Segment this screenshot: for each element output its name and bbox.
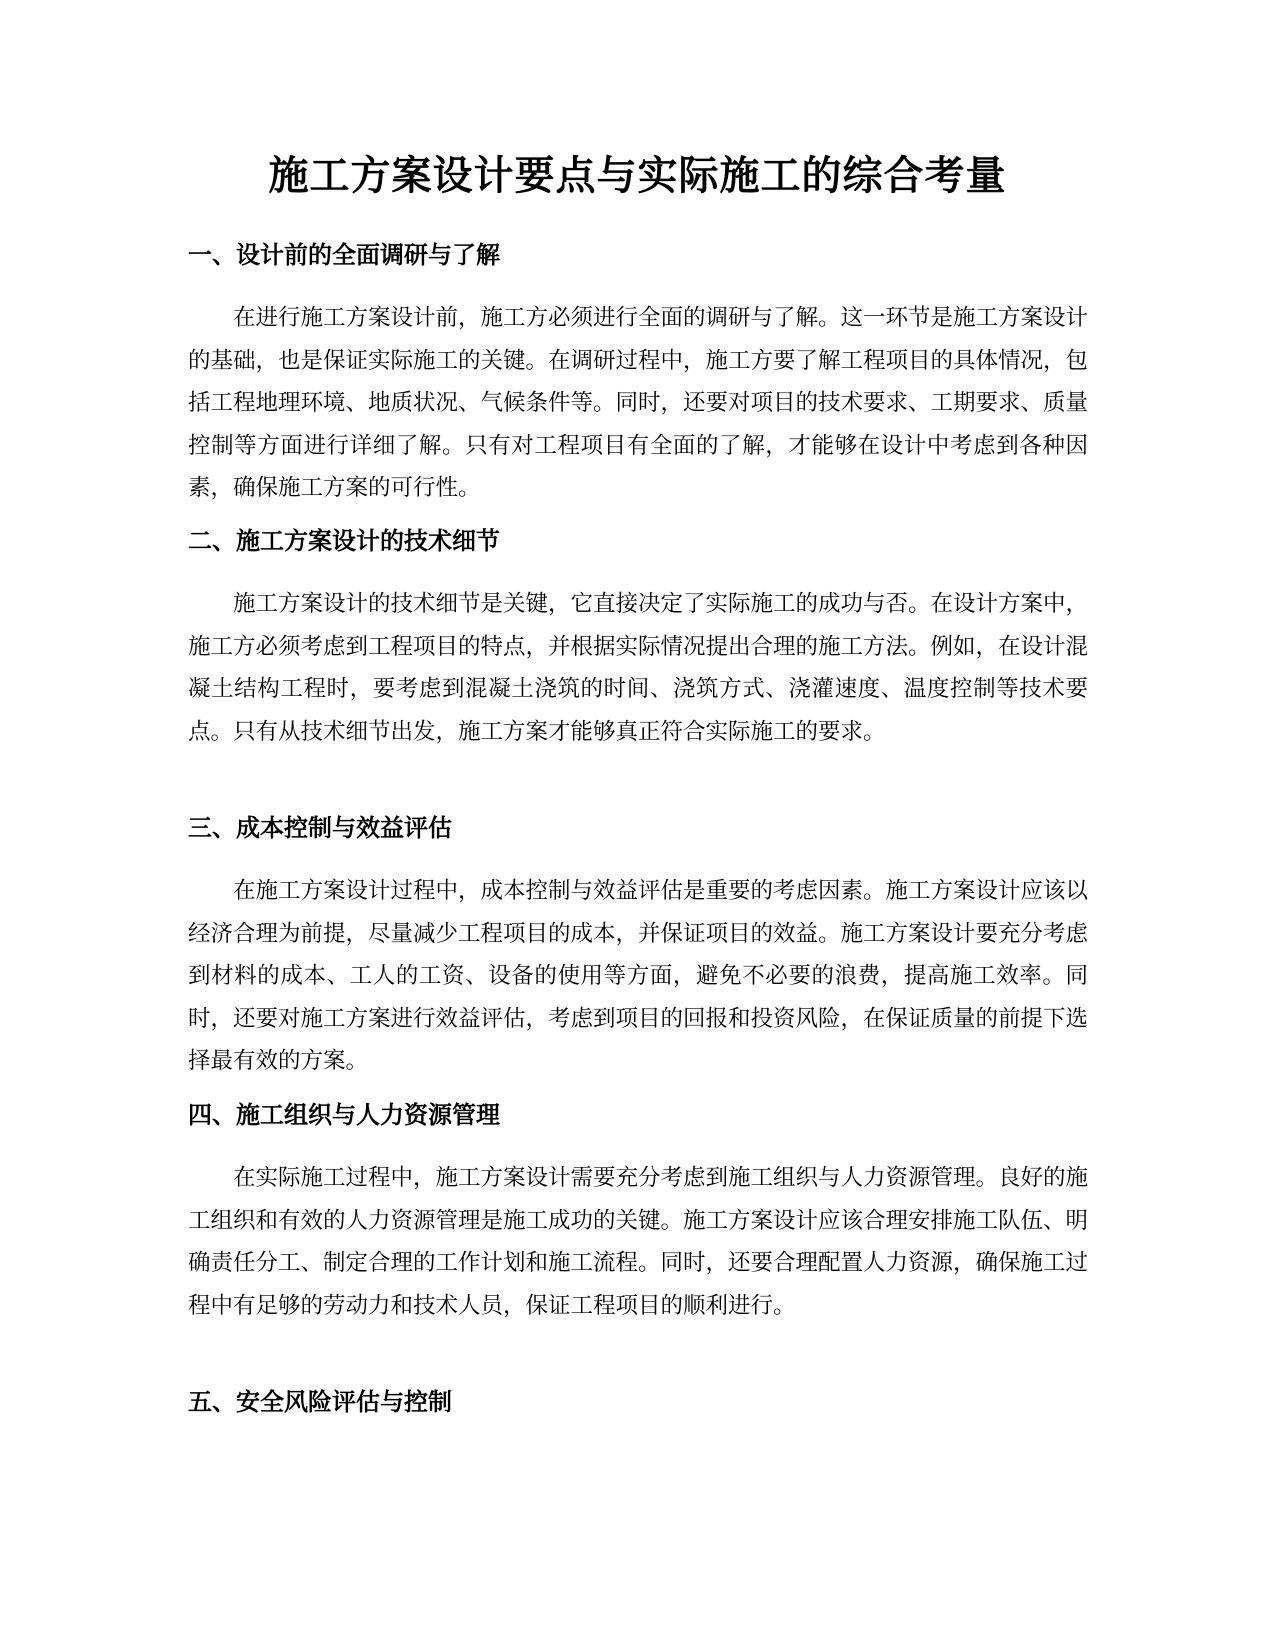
section-heading-4: 四、施工组织与人力资源管理	[188, 1101, 500, 1129]
section-heading-2: 二、施工方案设计的技术细节	[188, 527, 500, 555]
section-paragraph-3: 在施工方案设计过程中，成本控制与效益评估是重要的考虑因素。施工方案设计应该以经济合理为前提，尽量减少工程项目的成本，并保证项目的效益。施工方案设计要充分考虑到材料的成本、工人的工资、设备的使用等方面，避免不必要的浪费，提高施工效率。同时，还要对施工方案进行效益评估，考虑到项目的回报和投资风险，在保证质量的前提下选择最有效的方案。	[188, 878, 1089, 1074]
section-heading-3: 三、成本控制与效益评估	[188, 814, 452, 842]
section-paragraph-2: 施工方案设计的技术细节是关键，它直接决定了实际施工的成功与否。在设计方案中，施工方必须考虑到工程项目的特点，并根据实际情况提出合理的施工方法。例如，在设计混凝土结构工程时，要考虑到混凝土浇筑的时间、浇筑方式、浇灌速度、温度控制等技术要点。只有从技术细节出发，施工方案才能够真正符合实际施工的要求。	[188, 591, 1089, 745]
section-paragraph-1: 在进行施工方案设计前，施工方必须进行全面的调研与了解。这一环节是施工方案设计的基础，也是保证实际施工的关键。在调研过程中，施工方要了解工程项目的具体情况，包括工程地理环境、地质状况、气候条件等。同时，还要对项目的技术要求、工期要求、质量控制等方面进行详细了解。只有对工程项目有全面的了解，才能够在设计中考虑到各种因素，确保施工方案的可行性。	[188, 305, 1089, 501]
section-paragraph-4: 在实际施工过程中，施工方案设计需要充分考虑到施工组织与人力资源管理。良好的施工组织和有效的人力资源管理是施工成功的关键。施工方案设计应该合理安排施工队伍、明确责任分工、制定合理的工作计划和施工流程。同时，还要合理配置人力资源，确保施工过程中有足够的劳动力和技术人员，保证工程项目的顺利进行。	[188, 1165, 1089, 1319]
section-heading-1: 一、设计前的全面调研与了解	[188, 241, 500, 269]
document-title: 施工方案设计要点与实际施工的综合考量	[268, 153, 1007, 199]
section-heading-5: 五、安全风险评估与控制	[188, 1388, 452, 1416]
